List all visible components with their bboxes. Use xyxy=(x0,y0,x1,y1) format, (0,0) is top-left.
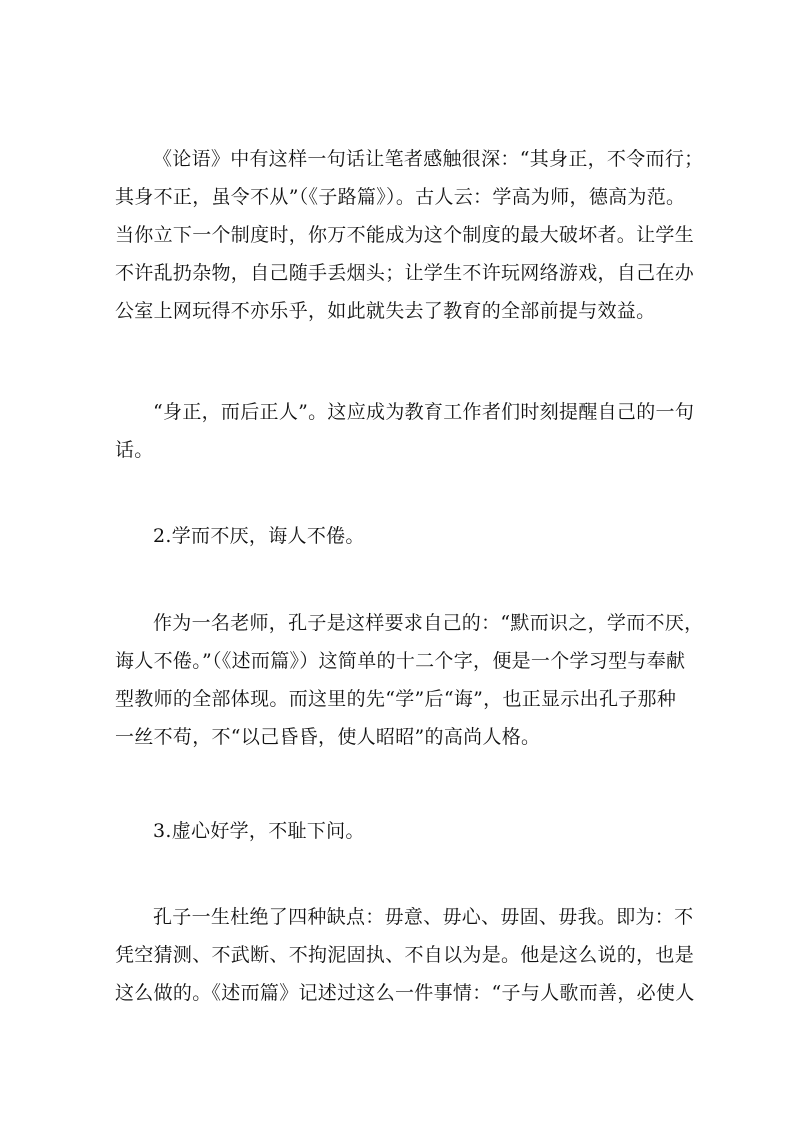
text-line: 话。 xyxy=(115,439,154,461)
text-line: 一丝不苟，不“以己昏昏，使人昭昭”的高尚人格。 xyxy=(115,726,541,748)
paragraph-teacher-self xyxy=(115,604,704,756)
heading-text: 3.虚心好学，不耻下问。 xyxy=(153,820,365,842)
text-line: 作为一名老师，孔子是这样要求自己的：“默而识之，学而不厌， xyxy=(153,612,704,634)
paragraph-four-faults xyxy=(115,898,695,1012)
text-line: 型教师的全部体现。而这里的先“学”后“诲”，也正显示出孔子那种 xyxy=(115,688,677,710)
heading-text: 2.学而不厌，诲人不倦。 xyxy=(153,525,365,547)
text-line: 这么做的。《述而篇》记述过这么一件事情：“子与人歌而善，必使人 xyxy=(115,982,695,1004)
paragraph-lunyu-quote xyxy=(115,140,704,330)
text-line: 《论语》中有这样一句话让笔者感触很深：“其身正，不令而行； xyxy=(153,148,704,170)
text-line: 凭空猜测、不武断、不拘泥固执、不自以为是。他是这么说的，也是 xyxy=(115,944,695,966)
section-heading-2 xyxy=(115,517,681,555)
section-heading-3 xyxy=(115,812,681,850)
text-line: 其身不正，虽令不从”（《子路篇》）。古人云：学高为师，德高为范。 xyxy=(115,186,686,208)
text-line: 当你立下一个制度时，你万不能成为这个制度的最大破坏者。让学生 xyxy=(115,224,695,246)
text-line: 不许乱扔杂物，自己随手丢烟头；让学生不许玩网络游戏，自己在办 xyxy=(115,262,695,284)
text-line: 孔子一生杜绝了四种缺点：毋意、毋心、毋固、毋我。即为：不 xyxy=(153,906,694,928)
text-line: 诲人不倦。”（《述而篇》）这简单的十二个字，便是一个学习型与奉献 xyxy=(115,650,686,672)
text-line: “身正，而后正人”。这应成为教育工作者们时刻提醒自己的一句 xyxy=(153,401,695,423)
text-line: 公室上网玩得不亦乐乎，如此就失去了教育的全部前提与效益。 xyxy=(115,300,656,322)
paragraph-shenzheng xyxy=(115,393,695,469)
